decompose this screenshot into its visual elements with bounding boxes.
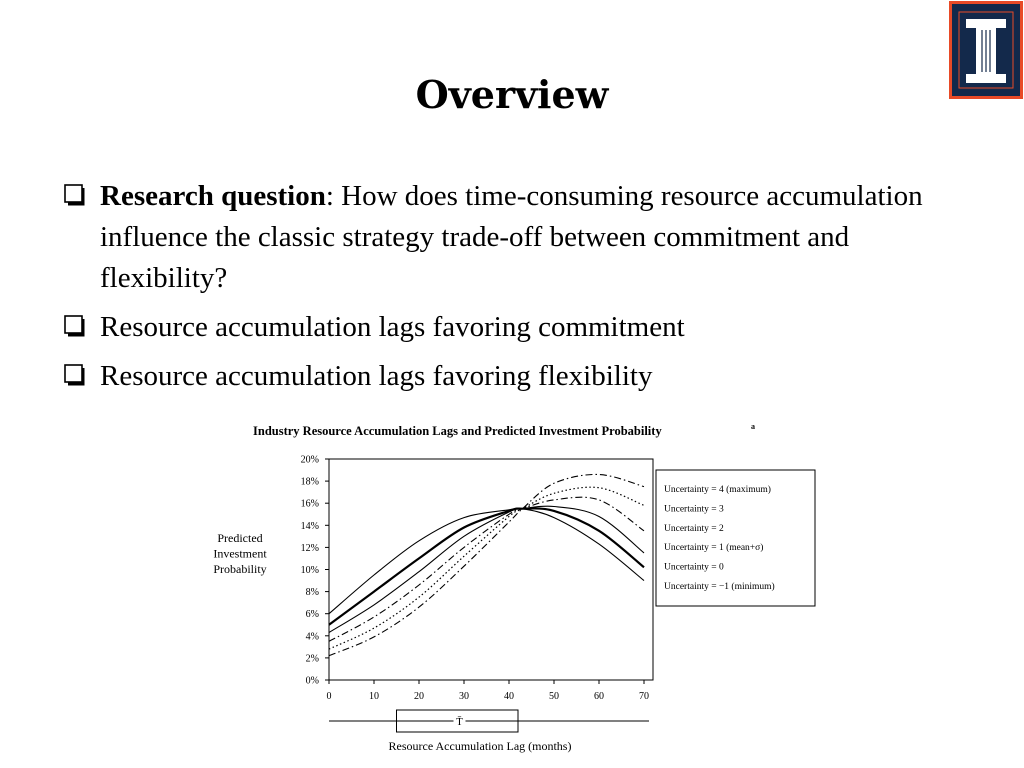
bullet-flexibility — [62, 356, 962, 397]
x-axis-label: Resource Accumulation Lag (months) — [388, 739, 572, 753]
bullet-text: Resource accumulation lags favoring commitment — [100, 311, 685, 343]
chart-title-superscript: a — [751, 422, 755, 431]
y-axis-label — [213, 531, 267, 576]
checkbox-bullet-icon — [64, 315, 82, 333]
x-tick-label: 50 — [549, 691, 559, 702]
legend-entry: Uncertainty = −1 (minimum) — [664, 582, 775, 592]
line-chart — [195, 416, 835, 768]
y-tick-label: 8% — [305, 587, 319, 599]
y-axis-label-line: Probability — [213, 562, 267, 576]
bullet-separator: : — [325, 180, 342, 212]
x-tick-label: 30 — [459, 691, 469, 702]
series-line-5 — [329, 508, 644, 614]
y-axis-label-line: Predicted — [217, 531, 263, 545]
y-tick-label: 20% — [300, 454, 319, 466]
bullet-lead: Research question — [100, 180, 326, 212]
chart-figure — [195, 416, 835, 768]
series-line-1 — [329, 487, 644, 649]
y-tick-label: 10% — [300, 565, 319, 576]
legend-entry: Uncertainty = 3 — [664, 504, 724, 515]
y-tick-label: 2% — [305, 653, 319, 665]
chart-title: Industry Resource Accumulation Lags and Predicted Investment Probability — [253, 424, 662, 438]
x-tick-label: 70 — [639, 691, 649, 702]
y-tick-label: 6% — [305, 609, 319, 621]
x-tick-label: 40 — [504, 691, 514, 702]
bullet-text: How does time-consuming resource accumulation influence the classic strategy trade-off between commitment and flexibility? — [100, 180, 923, 294]
bullet-research-question — [62, 176, 962, 299]
y-tick-label: 18% — [300, 476, 319, 488]
bullet-list — [62, 176, 962, 405]
y-tick-label: 16% — [300, 498, 319, 510]
x-tick-label: 20 — [414, 691, 424, 702]
checkbox-bullet-icon — [64, 364, 82, 382]
legend-entry: Uncertainty = 4 (maximum) — [664, 485, 771, 495]
x-tick-label: 10 — [369, 691, 379, 702]
legend-entry: Uncertainty = 1 (mean+σ) — [664, 543, 764, 554]
range-marker-label: T̄ — [456, 716, 463, 728]
checkbox-bullet-icon — [64, 184, 82, 202]
legend-entry: Uncertainty = 0 — [664, 562, 724, 573]
y-tick-label: 14% — [300, 520, 319, 532]
plot-frame — [329, 459, 653, 680]
bullet-commitment — [62, 307, 962, 348]
series-line-0 — [329, 474, 644, 655]
y-tick-label: 0% — [305, 675, 319, 687]
x-tick-label: 60 — [594, 691, 604, 702]
y-tick-label: 12% — [300, 542, 319, 554]
y-axis-label-line: Investment — [213, 546, 267, 561]
x-tick-label: 0 — [326, 691, 332, 702]
legend-entry: Uncertainty = 2 — [664, 523, 724, 534]
series-line-4 — [329, 508, 644, 624]
y-tick-label: 4% — [305, 631, 319, 643]
slide-title: Overview — [415, 72, 609, 117]
series-line-3 — [329, 506, 644, 632]
bullet-text: Resource accumulation lags favoring flexibility — [100, 360, 653, 392]
